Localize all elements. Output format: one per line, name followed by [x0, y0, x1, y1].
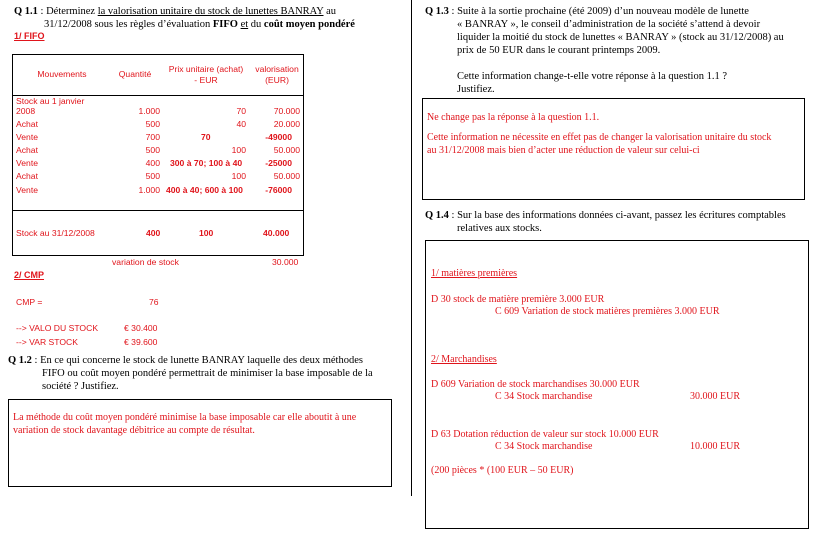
question-1-2 [8, 354, 398, 393]
table-cell-movement: Vente [16, 132, 38, 142]
question-text: 31/12/2008 sous les règles d’évaluation [44, 19, 213, 30]
table-cell-movement: Stock au 31/12/2008 [16, 228, 95, 238]
var-label: --> VAR STOCK [16, 337, 78, 347]
table-cell-price: 300 à 70; 100 à 40 [170, 158, 243, 168]
table-cell-qty: 400 [146, 228, 161, 238]
question-label: Q 1.2 [8, 355, 32, 366]
table-cell-movement: Vente [16, 158, 38, 168]
question-text: : Déterminez [37, 6, 98, 17]
table-cell-qty: 500 [145, 171, 160, 181]
cmp-label: CMP = [16, 297, 43, 307]
journal-entry: C 609 Variation de stock matières premières 3.000 EUR [495, 306, 720, 317]
table-cell-movement: Achat [16, 171, 38, 181]
journal-amount: 30.000 EUR [690, 391, 740, 402]
question-text-bold: FIFO [212, 19, 238, 30]
question-text: FIFO ou coût moyen pondéré permettrait de minimiser la base imposable de la [42, 368, 373, 379]
journal-amount: 10.000 EUR [690, 441, 740, 452]
answer-line: Cette information ne nécessite en effet pas de changer la valorisation unitaire du stock [427, 132, 772, 143]
section-heading: 1/ matières premières [431, 268, 518, 279]
table-cell-qty: 400 [145, 158, 160, 168]
journal-entry: D 609 Variation de stock marchandises 30.000 EUR [431, 379, 640, 390]
table-cell-value: 20.000 [273, 119, 300, 129]
journal-entry: D 63 Dotation réduction de valeur sur stock 10.000 EUR [431, 429, 659, 440]
table-cell-price: 100 [231, 171, 246, 181]
question-text: prix de 50 EUR dans le courant printemps 2009. [457, 45, 661, 56]
table-header: Prix unitaire (achat) - EUR [168, 64, 244, 85]
fifo-heading: 1/ FIFO [14, 31, 45, 41]
answer-line: au 31/12/2008 mais bien d’acter une réduction de valeur sur celui-ci [427, 145, 700, 156]
table-cell-price: 40 [236, 119, 246, 129]
question-label: Q 1.1 [14, 6, 38, 17]
table-cell-movement: Achat [16, 145, 38, 155]
table-cell-qty: 500 [145, 119, 160, 129]
table-cell-movement: Vente [16, 185, 38, 195]
table-header: Mouvements [37, 69, 87, 79]
table-cell-price: 70 [201, 132, 211, 142]
question-text: du [248, 19, 264, 30]
table-cell-value: -49000 [265, 132, 292, 142]
question-text: : Sur la base des informations données ci-avant, passez les écritures comptables [448, 210, 786, 221]
journal-entry: D 30 stock de matière première 3.000 EUR [431, 294, 605, 305]
table-cell-price: 100 [199, 228, 214, 238]
question-1-3 [425, 5, 825, 96]
question-text: Cette information change-t-elle votre réponse à la question 1.1 ? [457, 71, 727, 82]
answer-line: Ne change pas la réponse à la question 1.1. [427, 112, 600, 123]
table-cell-movement: Achat [16, 119, 38, 129]
table-cell-value: -76000 [265, 185, 292, 195]
question-text: Justifiez. [457, 84, 495, 95]
answer-text [427, 111, 771, 157]
question-text: liquider la moitié du stock de lunettes « BANRAY » (stock au 31/12/2008) au [457, 32, 784, 43]
table-cell-qty: 700 [145, 132, 160, 142]
question-text: : Suite à la sortie prochaine (été 2009) d’un nouveau modèle de lunette [448, 6, 749, 17]
calculation-note: (200 pièces * (100 EUR – 50 EUR) [431, 465, 574, 476]
variation-value: 30.000 [272, 257, 299, 267]
question-text-underlined: la valorisation unitaire du stock de lunettes BANRAY [97, 6, 324, 17]
question-text-underlined: et [240, 19, 249, 30]
cmp-value: 76 [149, 297, 159, 307]
question-label: Q 1.4 [425, 210, 449, 221]
var-value: € 39.600 [124, 337, 158, 347]
question-text: : En ce qui concerne le stock de lunette BANRAY laquelle des deux méthodes [31, 355, 363, 366]
question-text: relatives aux stocks. [457, 223, 542, 234]
answer-line: La méthode du coût moyen pondéré minimise la base imposable car elle aboutit à une [13, 412, 357, 423]
cmp-heading: 2/ CMP [14, 270, 45, 280]
table-cell-value: 50.000 [273, 171, 300, 181]
table-divider [12, 210, 304, 211]
question-1-1 [14, 5, 404, 31]
table-cell-qty: 1.000 [138, 185, 160, 195]
variation-label: variation de stock [112, 257, 179, 267]
question-1-4 [425, 209, 825, 235]
valo-label: --> VALO DU STOCK [16, 323, 99, 333]
section-heading: 2/ Marchandises [431, 354, 497, 365]
question-text: « BANRAY », le conseil d’administration de la société s’attend à devoir [457, 19, 761, 30]
table-header: Quantité [118, 69, 152, 79]
table-cell-qty: 1.000 [138, 106, 160, 116]
question-text-bold: coût moyen pondéré [263, 19, 355, 30]
question-text: au [323, 6, 337, 17]
table-cell-qty: 500 [145, 145, 160, 155]
answer-text [13, 411, 356, 437]
table-cell-price: 70 [236, 106, 246, 116]
table-cell-price: 400 à 40; 600 à 100 [166, 185, 243, 195]
table-cell-movement: Stock au 1 janvier 2008 [16, 96, 85, 116]
table-cell-value: 50.000 [273, 145, 300, 155]
table-cell-value: 40.000 [263, 228, 290, 238]
table-cell-value: 70.000 [273, 106, 300, 116]
answer-line: variation de stock davantage débitrice au compte de résultat. [13, 425, 255, 436]
answer-1-4-box [425, 240, 809, 529]
column-divider [411, 0, 412, 496]
table-cell-price: 100 [231, 145, 246, 155]
table-cell-value: -25000 [265, 158, 292, 168]
journal-entry: C 34 Stock marchandise [495, 391, 593, 402]
table-header: valorisation (EUR) [255, 64, 299, 85]
journal-entry: C 34 Stock marchandise [495, 441, 593, 452]
question-text: société ? Justifiez. [42, 381, 119, 392]
question-label: Q 1.3 [425, 6, 449, 17]
answer-1-3-box [422, 98, 805, 200]
valo-value: € 30.400 [124, 323, 158, 333]
answer-1-2-box [8, 399, 392, 487]
